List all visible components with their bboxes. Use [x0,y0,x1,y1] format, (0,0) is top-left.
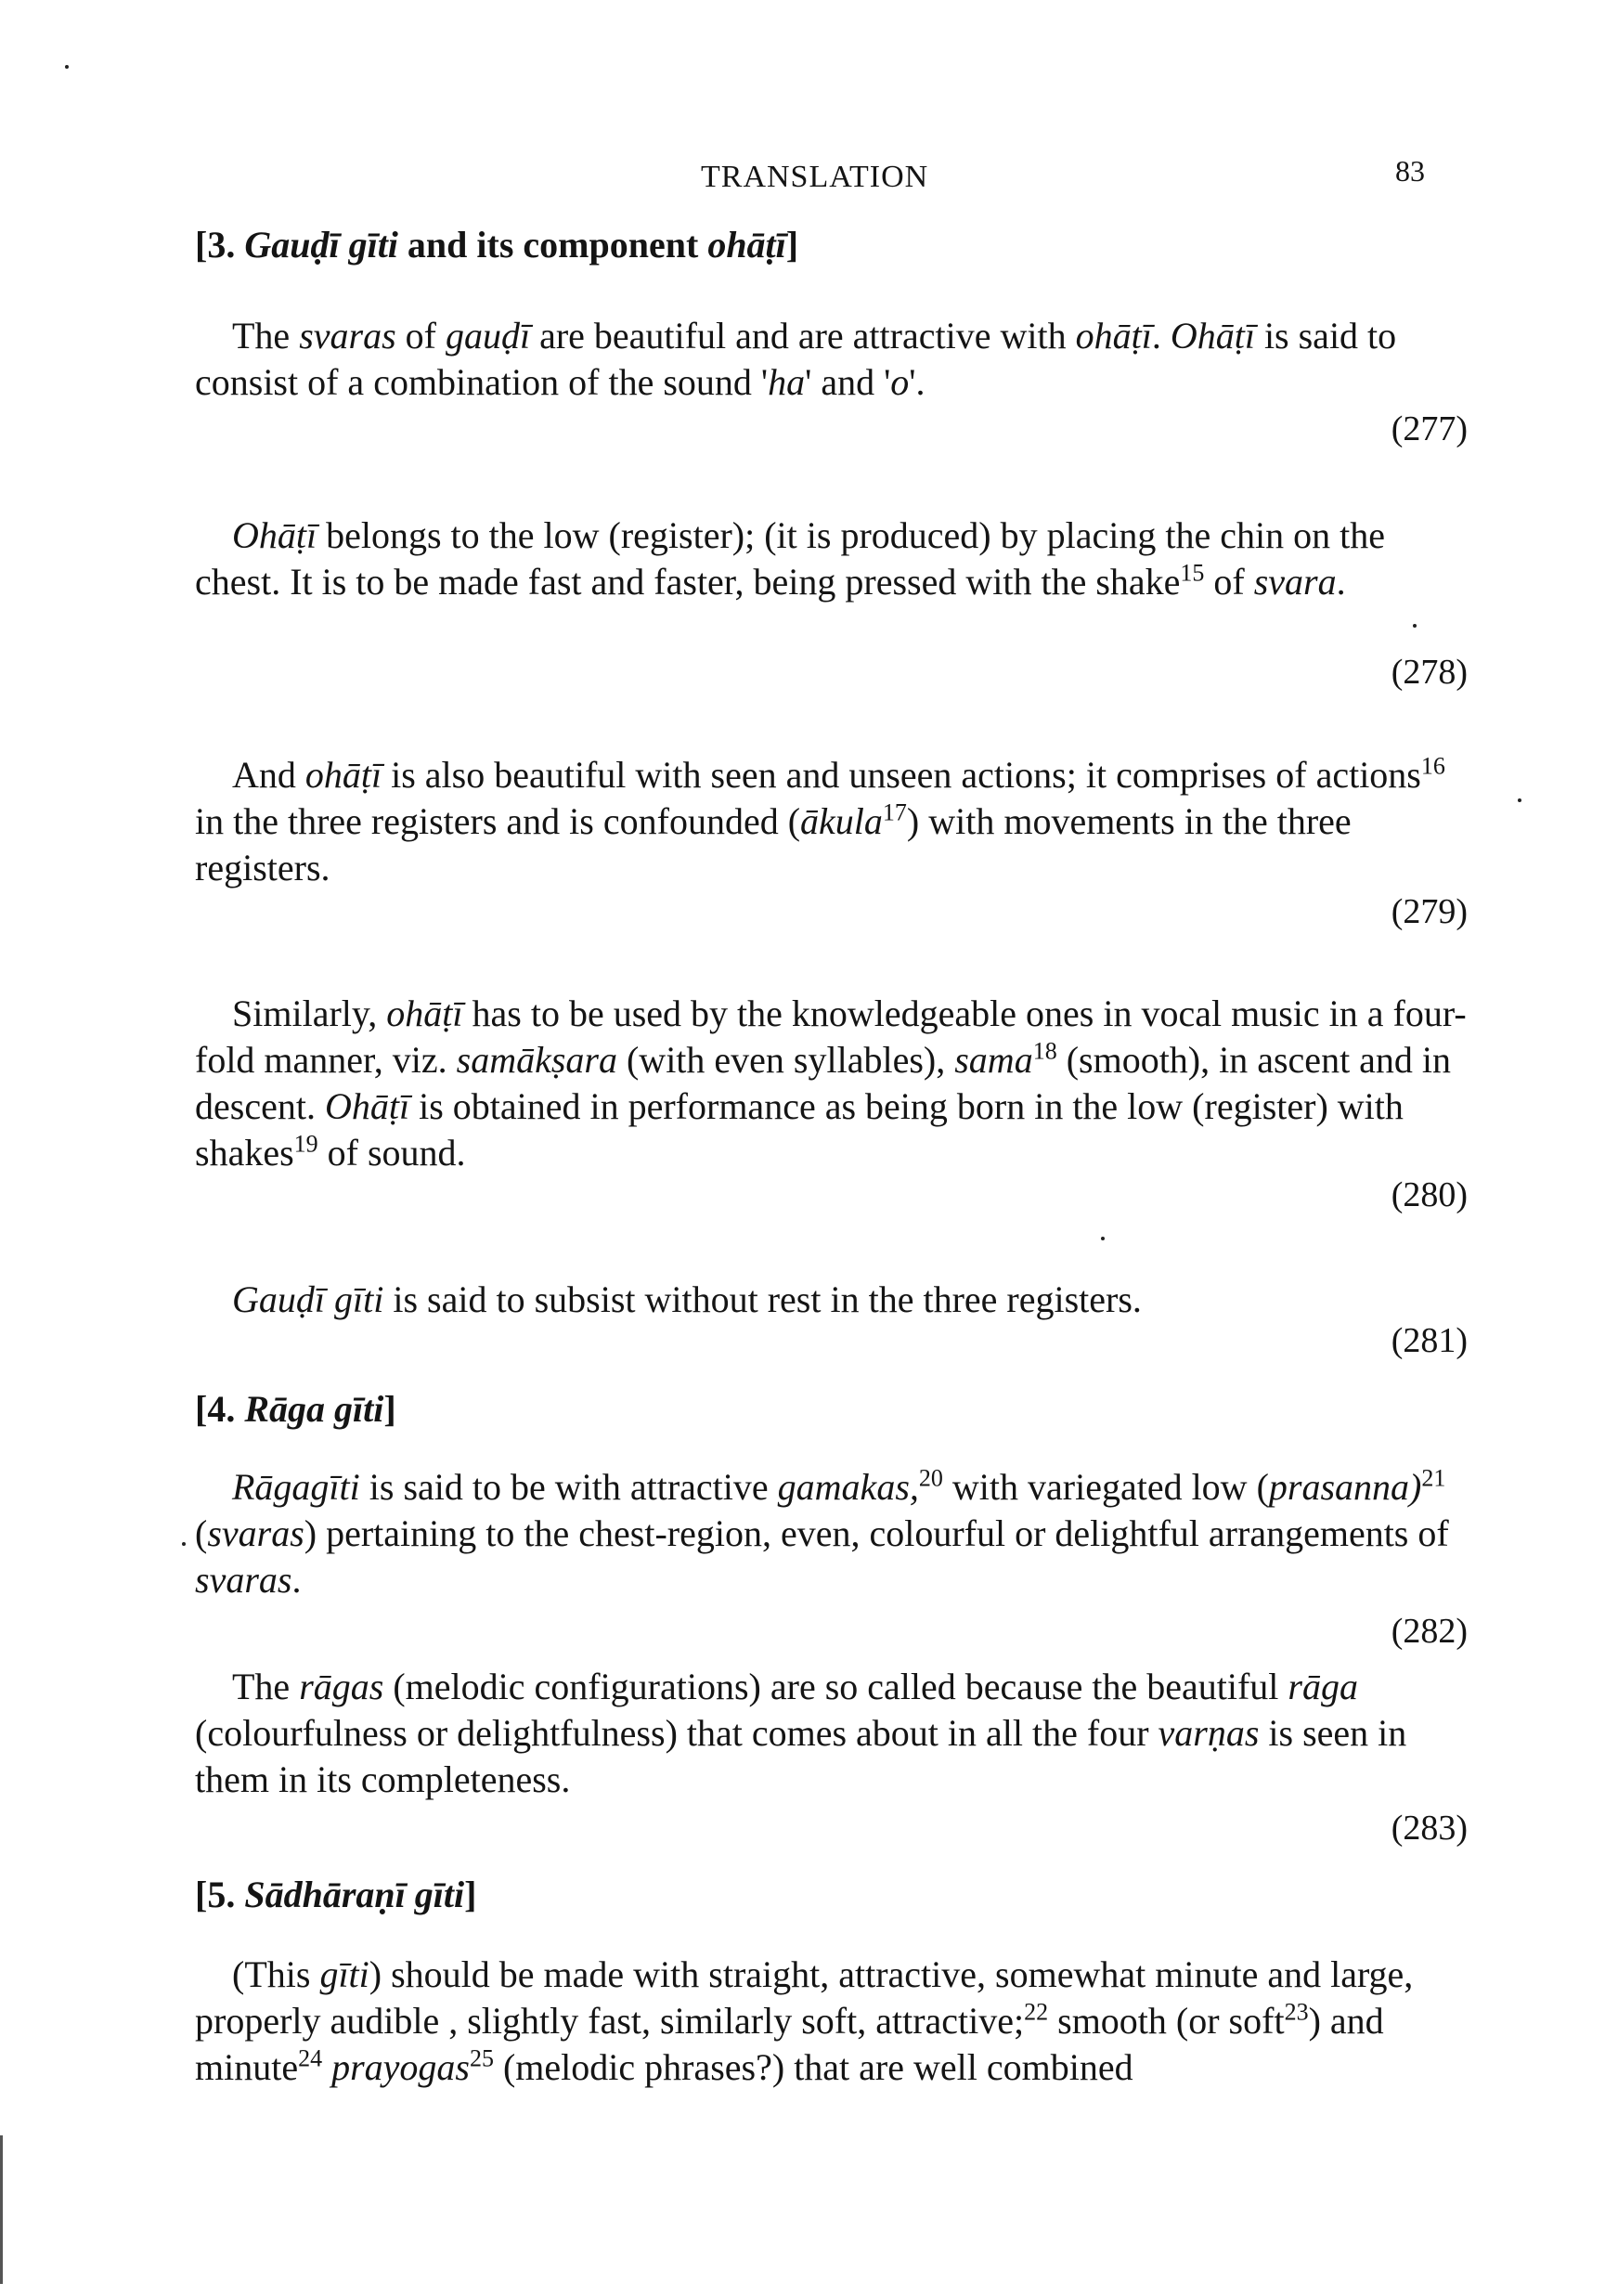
verse-277-text: The svaras of gauḍī are beautiful and are attractive with ohāṭī. Ohāṭī is said to consist of a combination of the sound 'ha' and 'o'. [195,315,1397,403]
verse-284-text: (This gīti) should be made with straight, attractive, somewhat minute and large, properly audible , slightly fast, similarly soft, attractive;$^{22}$ smooth (or soft$^{23}$) and minute$^{24}$ prayogas$^{25}$ (melodic phrases?) that are well combined [195,1953,1414,2088]
verse-number-283: (283) [1391,1809,1468,1848]
scan-speck [65,65,69,69]
section-heading-5: [5. Sādhāraṇī gīti] [195,1874,477,1915]
scan-speck [1101,1237,1105,1240]
verse-280-text: Similarly, ohāṭī has to be used by the knowledgeable ones in vocal music in a four-fold manner, viz. samākṣara (with even syllables), sama$^{18}$ (smooth), in ascent and in descent. Ohāṭī is obtained in performance as being born in the low (register) with shakes$^{19}$ of sound. [195,992,1467,1174]
running-title: TRANSLATION [701,160,929,194]
verse-number-282: (282) [1391,1612,1468,1651]
section-heading-4: [4. Rāga gīti] [195,1388,396,1430]
footnote-ref-20: 20 [918,1464,943,1492]
verse-number-277: (277) [1391,409,1468,448]
verse-number-279: (279) [1391,892,1468,931]
running-header [0,154,1605,206]
verse-number-278: (278) [1391,653,1468,692]
section-heading-3: [3. Gauḍī gīti and its component ohāṭī] [195,224,799,266]
verse-278-text: Ohāṭī belongs to the low (register); (it is produced) by placing the chin on the chest. It is to be made fast and faster, being pressed with the shake$^{15}$ of svara. [195,514,1385,603]
footnote-ref-22: 22 [1024,1998,1049,2026]
footnote-ref-21: 21 [1421,1464,1446,1492]
verse-279-text: And ohāṭī is also beautiful with seen and unseen actions; it comprises of actions$^{16}$ in the three registers and is confounded (ākula$^{17}$) with movements in the three registers. [195,752,1445,889]
footnote-ref-24: 24 [298,2044,323,2072]
footnote-ref-18: 18 [1032,1037,1057,1065]
scan-speck [1413,624,1417,628]
footnote-ref-25: 25 [469,2044,494,2072]
scan-speck [182,1542,186,1546]
verse-283-text: The rāgas (melodic configurations) are so called because the beautiful rāga (colourfulness or delightfulness) that comes about in all the four varṇas is seen in them in its completeness. [195,1666,1407,1800]
verse-282-text: Rāgagīti is said to be with attractive gamakas,$^{20}$ with variegated low (prasanna)$^{21}$ (svaras) pertaining to the chest-region, even, colourful or delightful arrangements of svaras. [195,1464,1449,1601]
page-number: 83 [1395,154,1425,188]
scan-edge-mark [0,2135,3,2284]
scan-speck [1518,798,1521,802]
footnote-ref-23: 23 [1284,1998,1309,2026]
footnote-ref-17: 17 [882,798,907,826]
footnote-ref-16: 16 [1420,752,1445,780]
footnote-ref-15: 15 [1180,559,1205,587]
verse-number-280: (280) [1391,1175,1468,1214]
verse-281-text: Gauḍī gīti is said to subsist without rest in the three registers. [232,1278,1142,1320]
footnote-ref-19: 19 [293,1130,318,1158]
verse-number-281: (281) [1391,1321,1468,1360]
